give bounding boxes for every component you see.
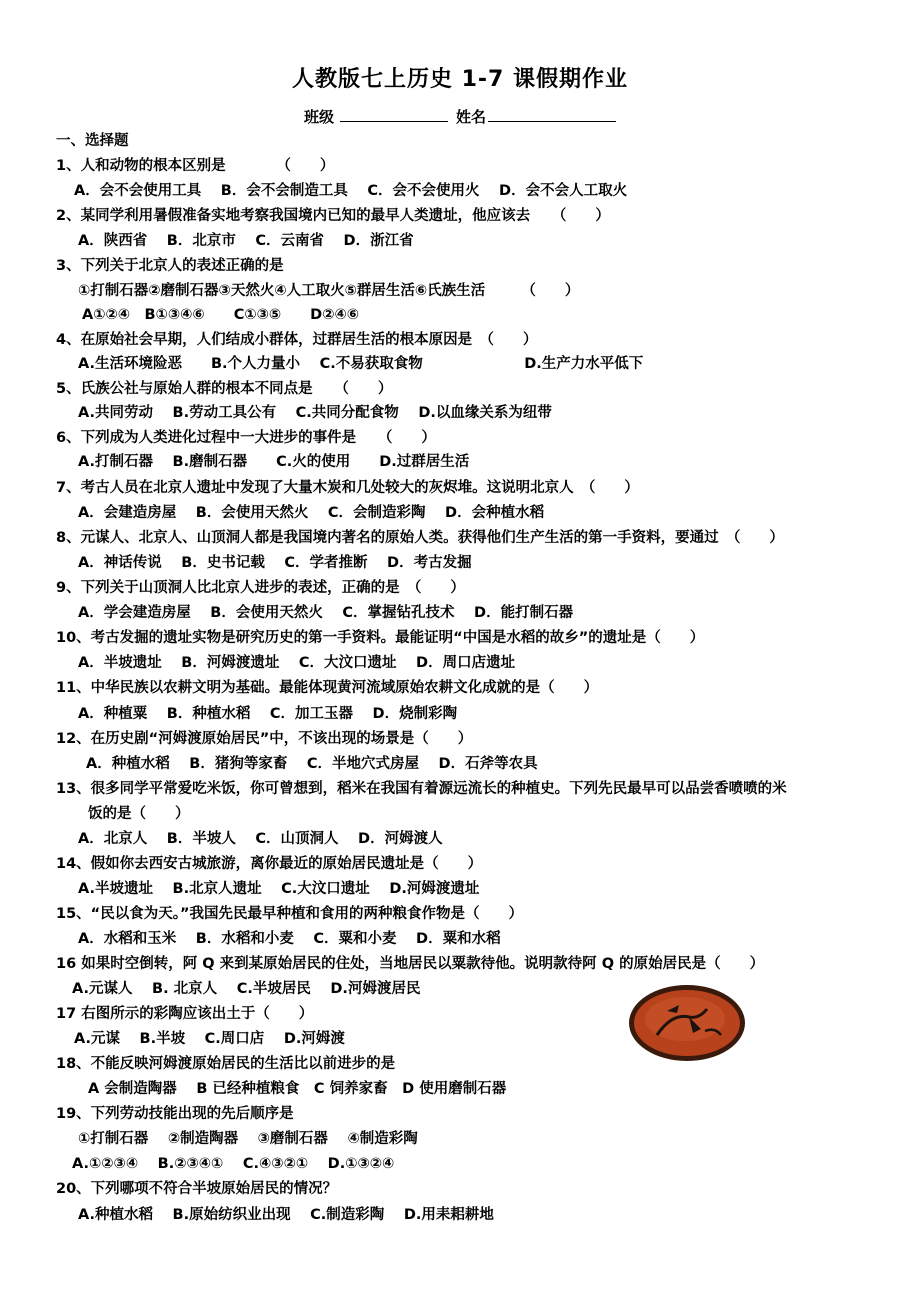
question-15: 15、“民以食为天。”我国先民最早种植和食用的两种粮食作物是（ ） <box>56 906 523 922</box>
name-label: 姓名 <box>456 108 487 126</box>
painted-pottery-bowl-icon <box>627 983 747 1065</box>
question-8-options: A．神话传说 B．史书记载 C．学者推断 D．考古发掘 <box>78 555 472 571</box>
question-15-options: A．水稻和玉米 B．水稻和小麦 C．粟和小麦 D．粟和水稻 <box>78 931 501 947</box>
question-11-options: A．种植粟 B．种植水稻 C．加工玉器 D．烧制彩陶 <box>78 706 458 722</box>
question-19: 19、下列劳动技能出现的先后顺序是 <box>56 1106 294 1122</box>
question-13-options: A．北京人 B．半坡人 C．山顶洞人 D．河姆渡人 <box>78 831 443 847</box>
question-19-options: A.①②③④ B.②③④① C.④③②① D.①③②④ <box>72 1156 395 1172</box>
section-heading: 一、选择题 <box>56 133 129 149</box>
question-2: 2、某同学利用暑假准备实地考察我国境内已知的最早人类遗址，他应该去 （ ） <box>56 208 610 224</box>
question-9-options: A．学会建造房屋 B．会使用天然火 C．掌握钻孔技术 D．能打制石器 <box>78 605 574 621</box>
question-17: 17 右图所示的彩陶应该出土于（ ） <box>56 1006 314 1022</box>
question-9: 9、下列关于山顶洞人比北京人进步的表述，正确的是 （ ） <box>56 580 465 596</box>
question-7: 7、考古人员在北京人遗址中发现了大量木炭和几处较大的灰烬堆。这说明北京人 （ ） <box>56 480 639 496</box>
question-14: 14、假如你去西安古城旅游，离你最近的原始居民遗址是（ ） <box>56 856 483 872</box>
question-10-options: A．半坡遗址 B．河姆渡遗址 C．大汶口遗址 D．周口店遗址 <box>78 655 516 671</box>
question-3-items: ①打制石器②磨制石器③天然火④人工取火⑤群居生活⑥氏族生活 （ ） <box>78 283 580 299</box>
question-18: 18、不能反映河姆渡原始居民的生活比以前进步的是 <box>56 1056 396 1072</box>
question-13: 13、很多同学平常爱吃米饭，你可曾想到，稻米在我国有着源远流长的种植史。下列先民最早可以品尝香喷喷的米 <box>56 781 787 797</box>
question-3-options: A①②④ B①③④⑥ C①③⑤ D②④⑥ <box>82 307 360 323</box>
question-19-items: ①打制石器 ②制造陶器 ③磨制石器 ④制造彩陶 <box>78 1131 418 1147</box>
question-20: 20、下列哪项不符合半坡原始居民的情况？ <box>56 1181 338 1197</box>
question-4-options: A.生活环境险恶 B.个人力量小 C.不易获取食物 D.生产力水平低下 <box>78 356 644 372</box>
question-17-options: A.元谋 B.半坡 C.周口店 D.河姆渡 <box>74 1031 345 1047</box>
question-5: 5、氏族公社与原始人群的根本不同点是 （ ） <box>56 381 393 397</box>
question-13-continued: 饭的是（ ） <box>88 806 190 822</box>
question-16-options: A.元谋人 B. 北京人 C.半坡居民 D.河姆渡居民 <box>72 981 421 997</box>
question-18-options: A 会制造陶器 B 已经种植粮食 C 饲养家畜 D 使用磨制石器 <box>88 1081 507 1097</box>
question-4: 4、在原始社会早期，人们结成小群体，过群居生活的根本原因是 （ ） <box>56 332 538 348</box>
question-11: 11、中华民族以农耕文明为基础。最能体现黄河流域原始农耕文化成就的是（ ） <box>56 680 599 696</box>
class-label: 班级 <box>303 108 334 126</box>
question-6-options: A.打制石器 B.磨制石器 C.火的使用 D.过群居生活 <box>78 454 470 470</box>
question-7-options: A．会建造房屋 B．会使用天然火 C．会制造彩陶 D．会种植水稻 <box>78 505 545 521</box>
name-blank[interactable] <box>488 107 616 122</box>
question-10: 10、考古发掘的遗址实物是研究历史的第一手资料。最能证明“中国是水稻的故乡”的遗址是（ ） <box>56 630 705 646</box>
question-1-options: A．会不会使用工具 B．会不会制造工具 C．会不会使用火 D．会不会人工取火 <box>74 183 628 199</box>
question-6: 6、下列成为人类进化过程中一大进步的事件是 （ ） <box>56 430 436 446</box>
student-info-line <box>0 106 920 127</box>
class-blank[interactable] <box>340 107 448 122</box>
question-1: 1、人和动物的根本区别是 （ ） <box>56 158 335 174</box>
question-14-options: A.半坡遗址 B.北京人遗址 C.大汶口遗址 D.河姆渡遗址 <box>78 881 480 897</box>
question-16: 16 如果时空倒转，阿 Q 来到某原始居民的住处，当地居民以粟款待他。说明款待阿 Q 的原始居民是（ ） <box>56 956 765 972</box>
question-5-options: A.共同劳动 B.劳动工具公有 C.共同分配食物 D.以血缘关系为纽带 <box>78 405 552 421</box>
question-12: 12、在历史剧“河姆渡原始居民”中，不该出现的场景是（ ） <box>56 731 473 747</box>
question-20-options: A.种植水稻 B.原始纺织业出现 C.制造彩陶 D.用耒耜耕地 <box>78 1207 494 1223</box>
question-12-options: A．种植水稻 B．猪狗等家畜 C．半地穴式房屋 D．石斧等农具 <box>86 756 538 772</box>
question-2-options: A．陕西省 B．北京市 C．云南省 D．浙江省 <box>78 233 414 249</box>
page-title: 人教版七上历史 1-7 课假期作业 <box>291 67 629 92</box>
question-8: 8、元谋人、北京人、山顶洞人都是我国境内著名的原始人类。获得他们生产生活的第一手资料，要通过 （ ） <box>56 530 784 546</box>
question-3: 3、下列关于北京人的表述正确的是 <box>56 258 284 274</box>
